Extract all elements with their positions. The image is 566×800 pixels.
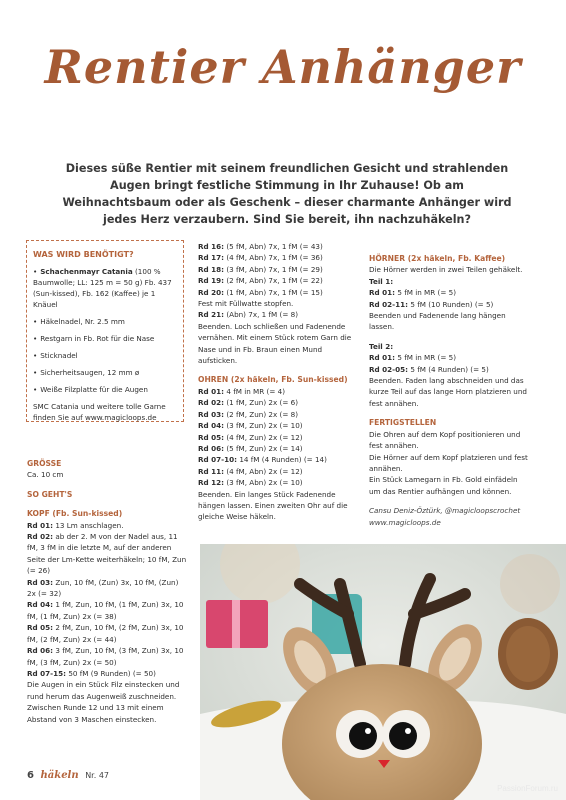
yarn-name: Schachenmayr Catania <box>40 267 133 276</box>
fertig-text-2: Die Hörner auf dem Kopf platzieren und fest annähen. <box>369 452 528 473</box>
materials-heading: WAS WIRD BENÖTIGT? <box>33 250 134 259</box>
intro-text: Dieses süße Rentier mit seinem freundlichen Gesicht und strahlenden Augen bringt festliche Stimmung in Ihr Zuhause! Ob am Weihnachtsbaum oder als Geschenk – dieser charmante Anhänger wird jedes Herz verzaubern. Sind Sie bereit, ihn nachzuhäkeln? <box>62 162 512 226</box>
magazine-name: häkeln <box>40 770 79 781</box>
reindeer-photo <box>200 544 566 800</box>
instruction-row: Rd 01: 13 Lm anschlagen. <box>27 520 124 530</box>
instruction-row: Rd 01: 4 fM in MR (= 4) <box>198 386 286 396</box>
instruction-row: Rd 07-15: 50 fM (9 Runden) (= 50) <box>27 668 156 678</box>
list-item: • Sicherheitsaugen, 12 mm ø <box>33 368 140 377</box>
instruction-row: Rd 03: Zun, 10 fM, (Zun) 3x, 10 fM, (Zun) 2x (= 32) <box>27 577 179 599</box>
instruction-row: Rd 12: (3 fM, Abn) 2x (= 10) <box>198 478 303 488</box>
instruction-row: Rd 07-10: 14 fM (4 Runden) (= 14) <box>198 455 327 465</box>
howto-heading: SO GEHT'S <box>27 489 73 499</box>
instruction-row: Rd 04: 1 fM, Zun, 10 fM, (1 fM, Zun) 3x, 10 fM, (1 fM, Zun) 2x (= 38) <box>27 600 184 621</box>
kopf-heading: KOPF (Fb. Sun-kissed) <box>27 509 123 519</box>
horner-heading: HÖRNER (2x häkeln, Fb. Kaffee) <box>369 254 506 263</box>
instruction-row: Rd 04: (3 fM, Zun) 2x (= 10) <box>198 421 303 431</box>
horner-intro: Die Hörner werden in zwei Teilen gehäkelt. <box>369 265 523 275</box>
fertig-text-3: Ein Stück Lamegarn in Fb. Gold einfädeln um das Rentier aufhängen und können. <box>369 475 518 496</box>
ohren-heading: OHREN (2x häkeln, Fb. Sun-kissed) <box>198 375 348 385</box>
list-item: • Häkelnadel, Nr. 2.5 mm <box>33 317 125 326</box>
materials-box <box>26 240 184 422</box>
list-item: • Sticknadel <box>33 351 78 360</box>
yarn-details: (100 % Baumwolle; LL: 125 m = 50 g) Fb. 437 (Sun-kissed), Fb. 162 (Kaffee) je 1 Knäuel <box>33 267 172 309</box>
reindeer-illustration <box>200 544 566 800</box>
instruction-row: Rd 19: (2 fM, Abn) 7x, 1 fM (= 22) <box>198 276 323 286</box>
teil2-text: Beenden. Faden lang abschneiden und das kurze Teil auf das lange Horn platzieren und fest annähen. <box>369 376 527 408</box>
instruction-row: Rd 05: 2 fM, Zun, 10 fM, (2 fM, Zun) 3x, 10 fM, (2 fM, Zun) 2x (= 44) <box>27 623 184 644</box>
column-3 <box>369 253 529 528</box>
instruction-row: Rd 03: (2 fM, Zun) 2x (= 8) <box>198 409 299 419</box>
fertig-heading: FERTIGSTELLEN <box>369 418 437 428</box>
ohren-text: Beenden. Ein langes Stück Fadenende hängen lassen. Einen zweiten Ohr auf die gleiche Weise häkeln. <box>198 489 348 522</box>
designer-credit: Cansu Deniz-Öztürk, @magicloopscrochet <box>369 506 521 516</box>
finish-text: Beenden. Loch schließen und Fadenende vernähen. Mit einem Stück rotem Garn die Nase und in Fb. Braun einen Mund aufsticken. <box>198 321 352 366</box>
instruction-row: Rd 02: ab der 2. M von der Nadel aus, 11 fM, 3 fM in die letzte M, auf der anderen Seite der Lm-Kette weiterhäkeln; 10 fM, Zun (= 26) <box>27 532 187 576</box>
instruction-row: Rd 18: (3 fM, Abn) 7x, 1 fM (= 29) <box>198 264 323 274</box>
teil1-text: Beenden und Fadenende lang hängen lassen. <box>369 311 506 332</box>
instruction-row: Rd 05: (4 fM, Zun) 2x (= 12) <box>198 432 303 442</box>
instruction-row: Rd 02-11: 5 fM (10 Runden) (= 5) <box>369 299 494 309</box>
instruction-row: Rd 01: 5 fM in MR (= 5) <box>369 353 457 363</box>
instruction-row: Rd 06: 3 fM, Zun, 10 fM, (3 fM, Zun) 3x, 10 fM, (3 fM, Zun) 2x (= 50) <box>27 646 184 667</box>
list-item: • Weiße Filzplatte für die Augen <box>33 385 148 394</box>
instruction-row: Rd 02: (1 fM, Zun) 2x (= 6) <box>198 398 299 408</box>
instruction-row: Rd 21: (Abn) 7x, 1 fM (= 8) <box>198 310 299 320</box>
column-2 <box>198 241 358 523</box>
instruction-row: Rd 20: (1 fM, Abn) 7x, 1 fM (= 15) <box>198 287 323 297</box>
size-value: Ca. 10 cm <box>27 470 64 480</box>
fertig-text: Die Ohren auf dem Kopf positionieren und fest annähen. <box>369 429 521 451</box>
watermark: PassionForum.ru <box>497 784 558 793</box>
instruction-row: Rd 11: (4 fM, Abn) 2x (= 12) <box>198 466 303 476</box>
list-item: • Restgarn in Fb. Rot für die Nase <box>33 334 155 343</box>
materials-note: SMC Catania und weitere tolle Garne finden Sie auf www.magicloops.de <box>33 402 166 422</box>
kopf-text: Die Augen in ein Stück Filz einstecken und rund herum das Augenweiß zuschneiden. Zwischen Runde 12 und 13 mit einem Abstand von 3 Maschen einstecken. <box>27 680 180 724</box>
teil1-label: Teil 1: <box>369 276 394 286</box>
designer-website: www.magicloops.de <box>369 517 441 527</box>
list-item: • Schachenmayr Catania (100 % Baumwolle; LL: 125 m = 50 g) Fb. 437 (Sun-kissed), Fb. 162 (Kaffee) je 1 Knäuel <box>33 267 172 309</box>
page-number: 6 <box>27 770 34 781</box>
instruction-row: Rd 06: (5 fM, Zun) 2x (= 14) <box>198 443 303 453</box>
instruction-row: Rd 02-05: 5 fM (4 Runden) (= 5) <box>369 364 489 374</box>
stuffing-note: Fest mit Füllwatte stopfen. <box>198 299 294 309</box>
column-1 <box>27 458 187 725</box>
issue-number: Nr. 47 <box>85 771 109 780</box>
instruction-row: Rd 17: (4 fM, Abn) 7x, 1 fM (= 36) <box>198 253 323 263</box>
size-heading: GRÖSSE <box>27 459 62 468</box>
instruction-row: Rd 01: 5 fM in MR (= 5) <box>369 288 457 298</box>
page-footer <box>27 770 109 781</box>
page-title: Rentier Anhänger <box>44 40 522 94</box>
teil2-label: Teil 2: <box>369 341 394 351</box>
instruction-row: Rd 16: (5 fM, Abn) 7x, 1 fM (= 43) <box>198 242 323 251</box>
